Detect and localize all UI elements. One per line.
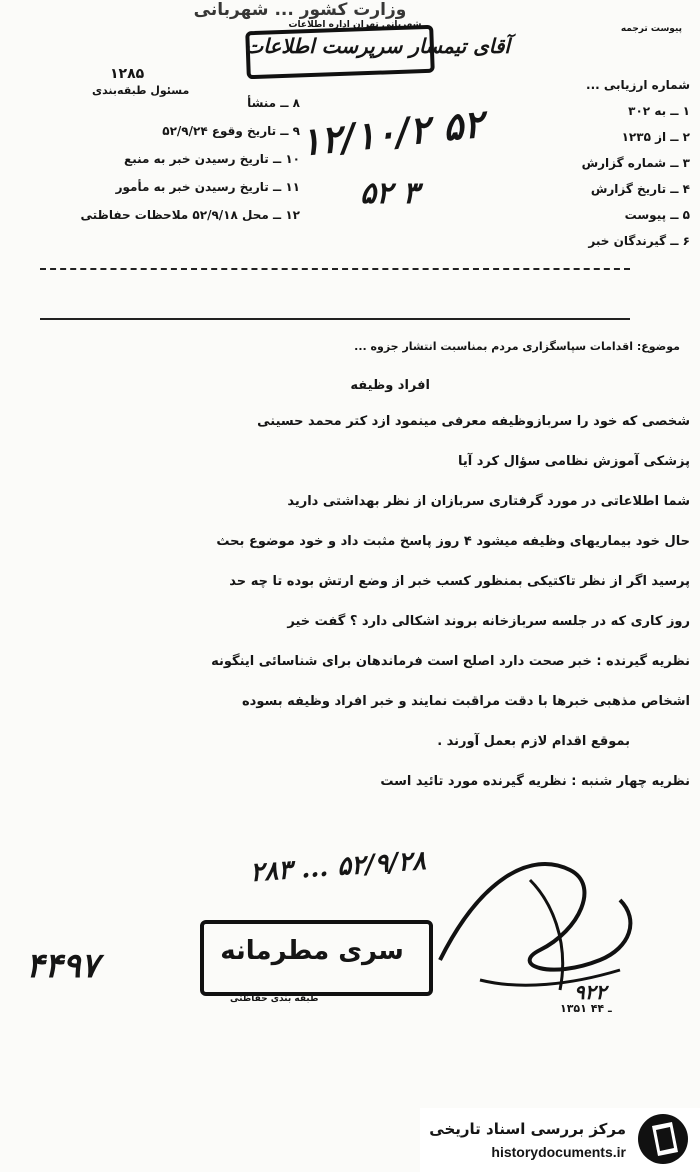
bottom-right-number-2: ۱۳۵۱ ـ ۴۴: [560, 1002, 612, 1015]
header-right-label: پیوست ترجمه: [620, 24, 682, 34]
left-handwritten-number: ۴۴۹۷: [26, 946, 100, 986]
classification-number: ۱۲۸۵: [110, 66, 145, 82]
divider: [40, 318, 630, 320]
field-left-row: ۹ ــ تاریخ وقوع ۵۲/۹/۲۴: [162, 124, 300, 138]
handwritten-addressee: آقای تیمسار سرپرست اطلاعات: [244, 34, 510, 58]
stamp-caption: طبقه بندی حفاظتی: [230, 994, 319, 1004]
stamp-text: سری مطرمانه: [220, 936, 404, 966]
body-line: شخصی که خود را سربازوظیفه معرفی مینمود ازد کتر محمد حسینی: [257, 414, 690, 429]
body-line: بموقع اقدام لازم بعمل آورند .: [437, 734, 630, 749]
field-left-row: ۱۱ ــ تاریخ رسیدن خبر به مأمور: [115, 180, 300, 194]
body-line: اشخاص مذهبی خبرها با دقت مراقبت نمایند و خبر افراد وظیفه بسوده: [241, 694, 690, 709]
watermark-url[interactable]: historydocuments.ir: [491, 1144, 626, 1160]
field-right-row: ۴ ــ تاریخ گزارش: [590, 182, 690, 196]
document-top-title: وزارت کشور ... شهربانی: [193, 0, 407, 20]
watermark-footer: [420, 1108, 700, 1172]
field-right-row: ۳ ــ شماره گزارش: [581, 156, 690, 170]
fields-right: [460, 78, 690, 260]
field-right-row: ۱ ــ به ۳۰۲: [628, 104, 690, 118]
dashed-divider: [40, 268, 630, 270]
body-line: نظریه گیرنده : خبر صحت دارد اصلح است فرماندهان برای شناسائی اینگونه: [211, 654, 690, 669]
document-top-subtitle: شهربانی تهران اداره اطلاعات: [288, 20, 422, 30]
bottom-right-number: ۹۲۲: [574, 980, 607, 1004]
watermark-org-name: مرکز بررسی اسناد تاریخی: [429, 1120, 626, 1138]
field-right-row: شماره ارزیابی ...: [586, 78, 690, 92]
body-text: [10, 378, 690, 814]
body-line: پرسید اگر از نظر تاکتیکی بمنظور کسب خبر از وضع ارتش بوده تا چه حد: [229, 574, 690, 589]
handwritten-date: ۱۲/۱۰/۲ ۵۲: [298, 100, 486, 165]
fields-left: [30, 96, 300, 236]
body-line: شما اطلاعاتی در مورد گرفتاری سربازان از نظر بهداشتی دارید: [287, 494, 690, 509]
body-heading: افراد وظیفه: [350, 378, 430, 393]
handwritten-code: ۵۲ ۳: [360, 176, 419, 211]
field-right-row: ۵ ــ پیوست: [624, 208, 690, 222]
handwritten-note: ۵۲/۹/۲۸ ... ۲۸۳: [249, 845, 427, 889]
classification-label: مسئول طبقه‌بندی: [92, 84, 190, 97]
subject-line: موضوع: اقدامات سپاسگزاری مردم بمناسبت انتشار جزوه ...: [354, 340, 680, 353]
signature-scribble: [420, 840, 660, 1000]
body-line: پزشکی آموزش نظامی سؤال کرد آیا: [457, 454, 690, 469]
document-center-logo-icon: [638, 1114, 688, 1164]
field-right-row: ۲ ــ از ۱۲۳۵: [621, 130, 690, 144]
field-left-row: ۸ ــ منشأ: [247, 96, 300, 110]
field-left-row: ۱۰ ــ تاریخ رسیدن خبر به منبع: [124, 152, 300, 166]
body-line: نظریه چهار شنبه : نظریه گیرنده مورد تائید است: [380, 774, 690, 789]
body-line: حال خود بیماریهای وظیفه میشود ۴ روز پاسخ مثبت داد و خود موضوع بحث: [216, 534, 690, 549]
field-left-row: ۱۲ ــ محل ۵۲/۹/۱۸ ملاحظات حفاظتی: [80, 208, 300, 222]
body-line: روز کاری که در جلسه سربازخانه بروند اشکالی دارد ؟ گفت خیر: [287, 614, 690, 629]
field-right-row: ۶ ــ گیرندگان خبر: [588, 234, 690, 248]
